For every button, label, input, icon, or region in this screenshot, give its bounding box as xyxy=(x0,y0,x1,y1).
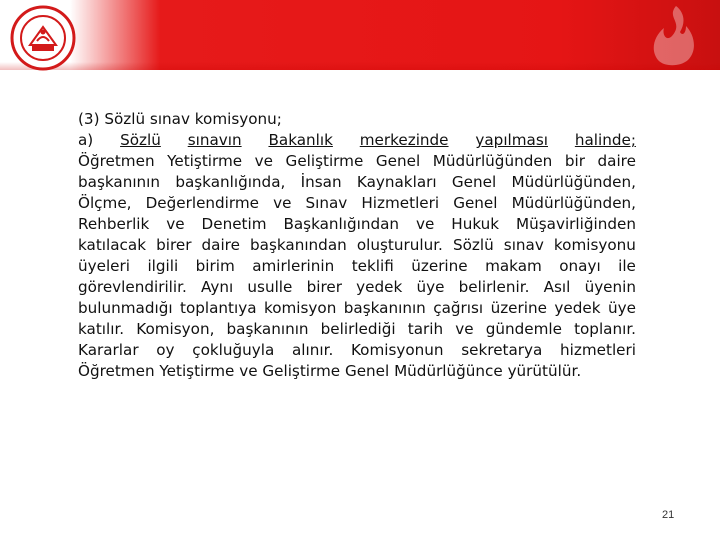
word: katılacak xyxy=(78,236,146,254)
paragraph-line xyxy=(78,130,636,151)
ministry-logo-icon xyxy=(10,5,76,71)
word: hizmetleri xyxy=(560,341,636,359)
word: oluşturulur. xyxy=(356,236,443,254)
word: oy xyxy=(156,341,175,359)
word: toplanır. xyxy=(574,320,636,338)
word: ile xyxy=(618,257,636,275)
word: Müşavirliğinden xyxy=(516,215,636,233)
word: Kaynakları xyxy=(356,173,437,191)
word: Genel xyxy=(453,194,498,212)
word: başkanının xyxy=(226,320,309,338)
word: onayı xyxy=(559,257,601,275)
word: ilgili xyxy=(147,257,179,275)
word: daire xyxy=(597,152,636,170)
word: Sınav xyxy=(305,194,348,212)
underlined-word: Bakanlık xyxy=(268,131,333,149)
word: başkanının xyxy=(78,173,161,191)
word: usulle xyxy=(247,278,293,296)
underlined-word: merkezinde xyxy=(359,131,449,149)
word: alınır. xyxy=(292,341,334,359)
word: Komisyonun xyxy=(350,341,444,359)
word: komisyon xyxy=(263,299,337,317)
paragraph-heading: (3) Sözlü sınav komisyonu; xyxy=(78,110,282,128)
word: Hizmetleri xyxy=(361,194,440,212)
word: Rehberlik xyxy=(78,215,150,233)
word: Denetim xyxy=(201,215,267,233)
word: üzerine xyxy=(490,299,547,317)
word: Müdürlüğünden xyxy=(432,152,553,170)
word: ve xyxy=(416,215,435,233)
word: ve xyxy=(254,152,273,170)
word: Başkanlığından xyxy=(283,215,400,233)
paragraph-line xyxy=(78,340,636,361)
word: Sözlü xyxy=(452,236,494,254)
regulation-paragraph xyxy=(78,109,636,382)
word: Öğretmen xyxy=(78,152,155,170)
paragraph-last-line: Öğretmen Yetiştirme ve Geliştirme Genel Müdürlüğünce yürütülür. xyxy=(78,362,582,380)
word: Kararlar xyxy=(78,341,139,359)
word: üye xyxy=(607,299,636,317)
underlined-word: sınavın xyxy=(187,131,242,149)
word: başkanının xyxy=(343,299,426,317)
word: Geliştirme xyxy=(285,152,364,170)
word: komisyonu xyxy=(553,236,636,254)
paragraph-line xyxy=(78,172,636,193)
word: belirlediği xyxy=(320,320,396,338)
word: yedek xyxy=(554,299,601,317)
word: gündemle xyxy=(485,320,562,338)
word: Genel xyxy=(375,152,421,170)
word: bulunmadığı xyxy=(78,299,173,317)
paragraph-line xyxy=(78,214,636,235)
underlined-word: yapılması xyxy=(475,131,548,149)
word: ve xyxy=(166,215,185,233)
underlined-word-text: halinde; xyxy=(574,131,636,149)
word: amirlerinin xyxy=(252,257,335,275)
word: birim xyxy=(195,257,235,275)
word: üzerine xyxy=(411,257,468,275)
word: makam xyxy=(485,257,542,275)
word: ve xyxy=(455,320,474,338)
word: Hukuk xyxy=(451,215,500,233)
paragraph-line xyxy=(78,193,636,214)
word: birer xyxy=(156,236,192,254)
word: toplantıya xyxy=(180,299,257,317)
justified-lines xyxy=(78,151,636,361)
word: katılır. xyxy=(78,320,125,338)
word: çağrısı xyxy=(433,299,484,317)
word: Müdürlüğünden, xyxy=(511,194,636,212)
paragraph-line xyxy=(78,151,636,172)
word: Yetiştirme xyxy=(167,152,243,170)
paragraph-line xyxy=(78,319,636,340)
word: çokluğuyla xyxy=(192,341,275,359)
header-band xyxy=(0,0,720,70)
word: başkanlığında, xyxy=(175,173,286,191)
word: Komisyon, xyxy=(136,320,215,338)
paragraph-line xyxy=(78,256,636,277)
page-number: 21 xyxy=(662,509,675,521)
word: birer xyxy=(306,278,342,296)
word: daire xyxy=(201,236,240,254)
word: teklifi xyxy=(351,257,394,275)
underlined-word: Sözlü xyxy=(120,131,161,149)
word: ve xyxy=(273,194,292,212)
word: Asıl xyxy=(543,278,571,296)
word: sekretarya xyxy=(461,341,543,359)
item-prefix: a) xyxy=(78,131,94,149)
word: tarih xyxy=(407,320,444,338)
word: yedek xyxy=(356,278,403,296)
word: üyenin xyxy=(584,278,636,296)
word: başkanından xyxy=(250,236,347,254)
word: üye xyxy=(416,278,445,296)
underlined-word xyxy=(575,130,636,151)
paragraph-line xyxy=(78,298,636,319)
word: Müdürlüğünden, xyxy=(511,173,636,191)
flame-watermark-icon xyxy=(636,4,706,68)
word: belirlenir. xyxy=(458,278,530,296)
word: görevlendirilir. xyxy=(78,278,187,296)
word: bir xyxy=(564,152,585,170)
word: üyeleri xyxy=(78,257,130,275)
word: Aynı xyxy=(201,278,234,296)
paragraph-line xyxy=(78,235,636,256)
word: Değerlendirme xyxy=(145,194,260,212)
word: sınav xyxy=(503,236,544,254)
paragraph-line xyxy=(78,277,636,298)
word: Ölçme, xyxy=(78,194,132,212)
word: Genel xyxy=(451,173,497,191)
word: İnsan xyxy=(300,173,342,191)
